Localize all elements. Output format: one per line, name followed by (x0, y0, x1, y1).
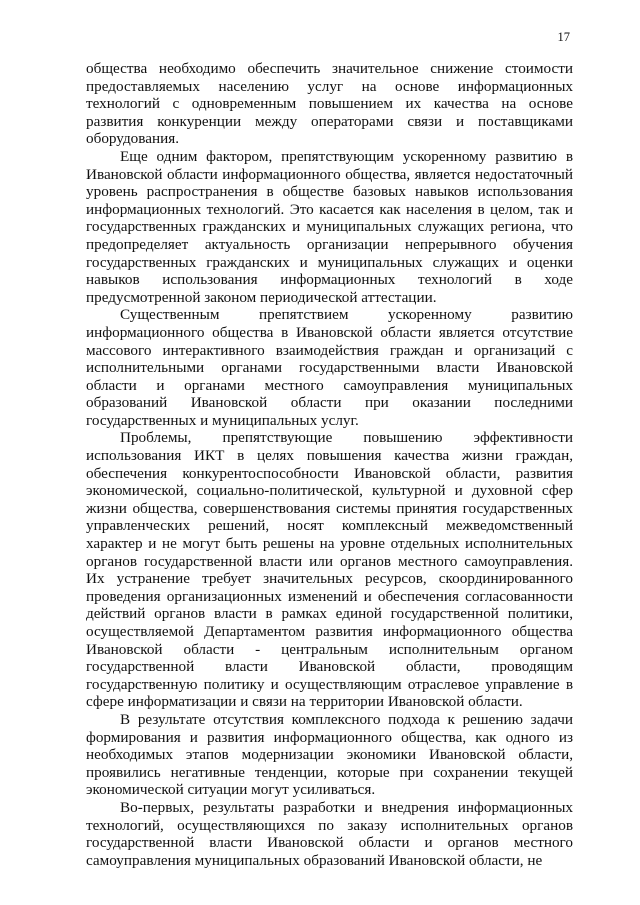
paragraph-first-point: Во-первых, результаты разработки и внедрения информационных технологий, осуществляющихся по заказу исполнительных органов государственной власти Ивановской области и органов местного самоуправления муниципальных образований Ивановской области, не (86, 798, 573, 869)
paragraph-ict-problems: Проблемы, препятствующие повышению эффективности использования ИКТ в целях повышения качества жизни граждан, обеспечения конкурентоспособности Ивановской области, развития экономической, социально-политической, культурной и духовной сфер жизни общества, совершенствования системы принятия государственных управленческих решений, носят комплексный межведомственный характер и не могут быть решены на уровне отдельных исполнительных органов государственной власти или органов местного самоуправления. Их устранение требует значительных ресурсов, скоординированного проведения организационных изменений и обеспечения согласованности действий органов власти в рамках единой государственной политики, осуществляемой Департаментом развития информационного общества Ивановской области - центральным исполнительным органом государственной власти Ивановской области, проводящим государственную политику и осуществляющим отраслевое управление в сфере информатизации и связи на территории Ивановской области. (86, 429, 573, 711)
paragraph-digital-skills: Еще одним фактором, препятствующим ускоренному развитию в Ивановской области информационного общества, является недостаточный уровень распространения в обществе базовых навыков использования информационных технологий. Это касается как населения в целом, так и государственных гражданских и муниципальных служащих региона, что предопределяет актуальность организации непрерывного обучения государственных гражданских и муниципальных служащих и оценки навыков использования информационных технологий в ходе предусмотренной законом периодической аттестации. (86, 147, 573, 306)
paragraph-negative-trends: В результате отсутствия комплексного подхода к решению задачи формирования и развития информационного общества, как одного из необходимых этапов модернизации экономики Ивановской области, проявились негативные тенденции, которые при сохранении текущей экономической ситуации могут усиливаться. (86, 710, 573, 799)
page-number: 17 (557, 30, 570, 44)
paragraph-continuation: общества необходимо обеспечить значительное снижение стоимости предоставляемых населению услуг на основе информационных технологий с одновременным повышением их качества на основе развития конкуренции между операторами связи и поставщиками оборудования. (86, 60, 573, 148)
document-body (86, 60, 573, 869)
paragraph-interactive-services: Существенным препятствием ускоренному развитию информационного общества в Ивановской области является отсутствие массового интерактивного взаимодействия граждан и организаций с исполнительными органами государственными власти Ивановской области и органами местного самоуправления муниципальных образований Ивановской области при оказании последними государственных и муниципальных услуг. (86, 306, 573, 429)
